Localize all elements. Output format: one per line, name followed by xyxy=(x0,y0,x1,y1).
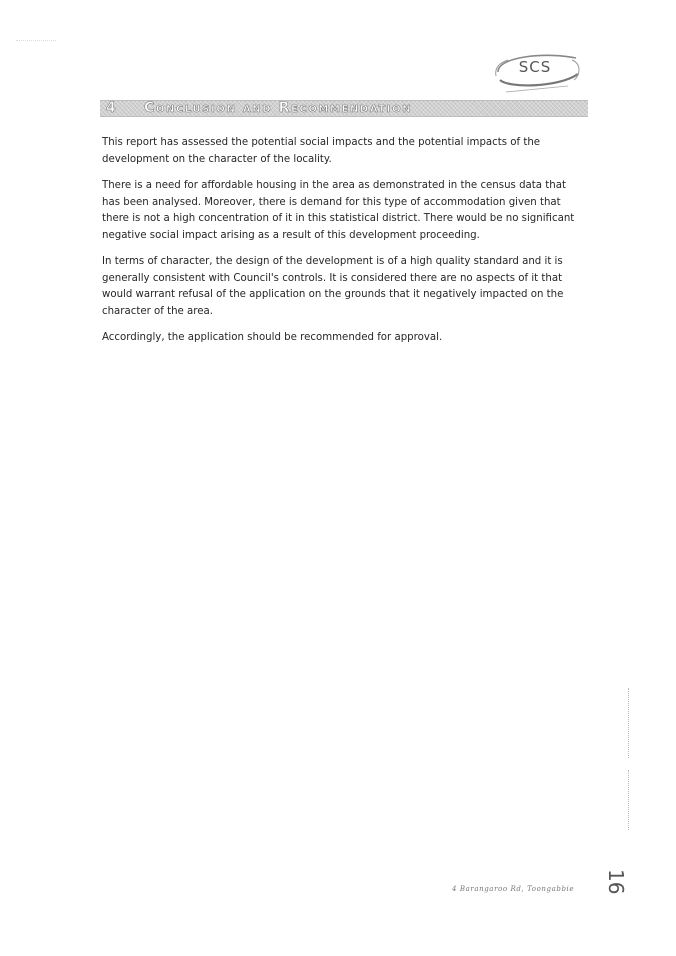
section-heading xyxy=(100,100,588,117)
scs-logo xyxy=(488,46,584,96)
paragraph: In terms of character, the design of the development is of a high quality standard and it is generally consistent with Council's controls. It is considered there are no aspects of it that would warrant refusal of the application on the grounds that it negatively impacted on the character of the area. xyxy=(102,256,564,317)
report-body xyxy=(102,135,582,357)
paragraph: This report has assessed the potential social impacts and the potential impacts of the development on the character of the locality. xyxy=(102,137,541,165)
scan-artifact xyxy=(16,40,56,42)
footer-address: 4 Barangaroo Rd, Toongabbie xyxy=(452,885,575,893)
logo-text: SCS xyxy=(518,58,552,76)
page-number: 16 xyxy=(604,869,628,895)
section-title: Conclusion and Recommendation xyxy=(144,100,413,116)
margin-rule xyxy=(628,770,629,830)
section-number: 4 xyxy=(106,100,116,116)
paragraph: Accordingly, the application should be recommended for approval. xyxy=(102,332,443,343)
paragraph: There is a need for affordable housing in the area as demonstrated in the census data that has been analysed. Moreover, there is demand for this type of accommodation given that there is not a high concentration of it in this statistical district. There would be no significant negative social impact arising as a result of this development proceeding. xyxy=(102,180,575,241)
margin-rule xyxy=(628,688,629,758)
